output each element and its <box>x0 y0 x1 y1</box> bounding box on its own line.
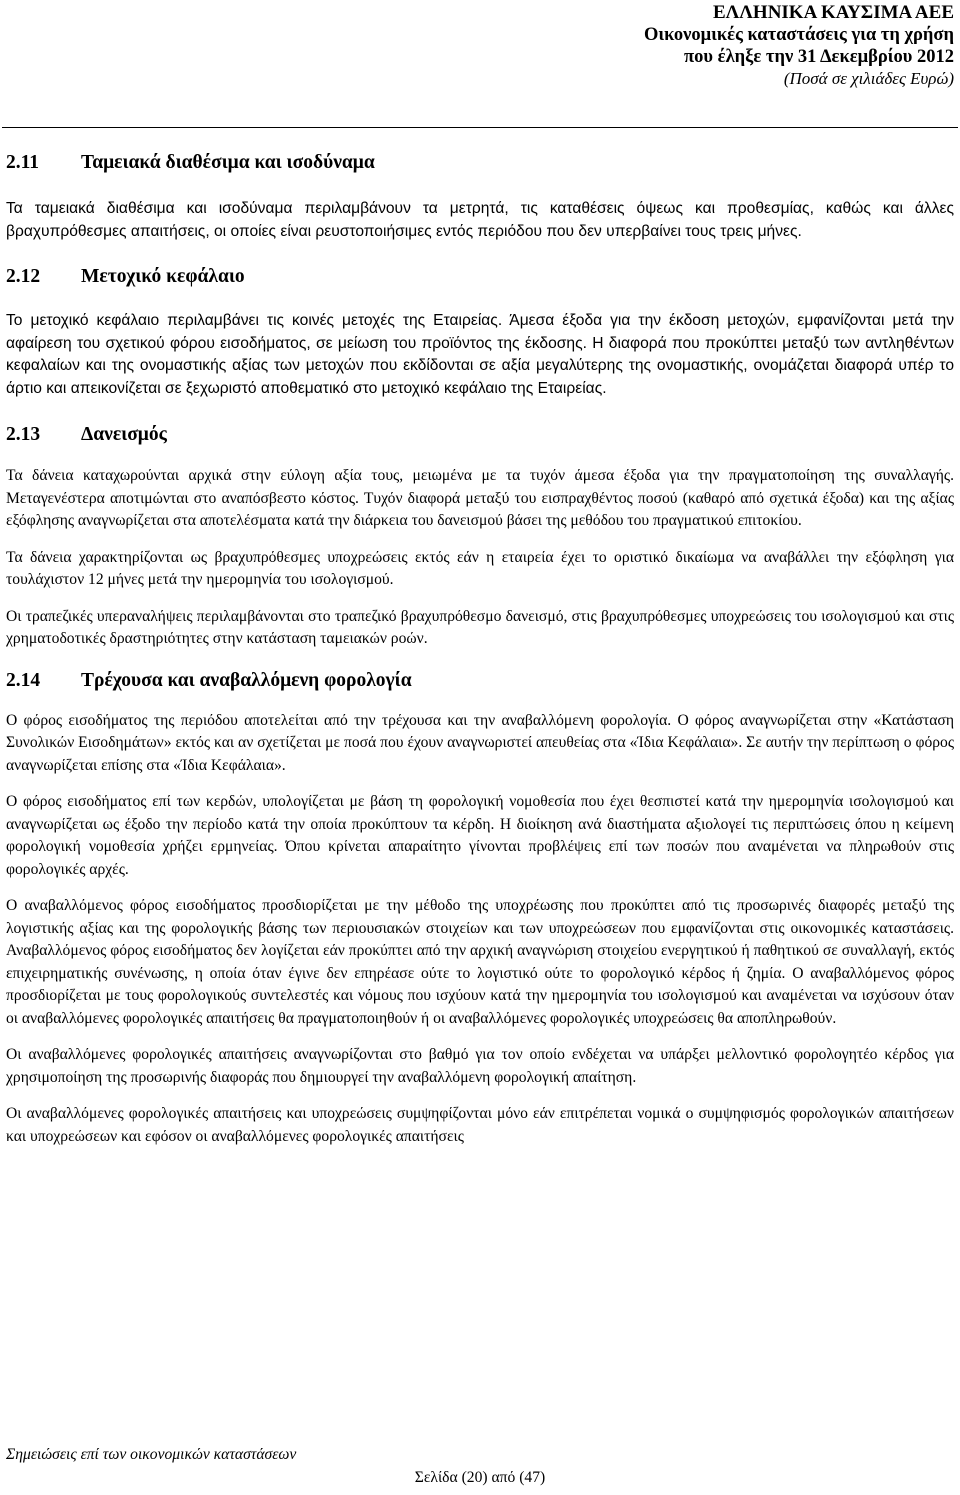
section-heading-2-13 <box>6 422 954 448</box>
document-body <box>6 150 954 1148</box>
paragraph: Το μετοχικό κεφάλαιο περιλαμβάνει τις κοινές μετοχές της Εταιρείας. Άμεσα έξοδα για την έκδοση μετοχών, εμφανίζονται μετά την αφαίρεση του σχετικού φόρου εισοδήματος, σε μείωση του προϊόντος της έκδοσης. Η διαφορά που προκύπτει μεταξύ των αντληθέντων κεφαλαίων και της ονομαστικής αξίας των μετοχών που εκδίδονται σε αξία μεγαλύτερης της ονομαστικής, ονομάζεται διαφορά υπέρ το άρτιο και απεικονίζεται σε ξεχωριστό αποθεματικό στο μετοχικό κεφάλαιο της Εταιρείας. <box>6 312 954 397</box>
section-number: 2.14 <box>6 669 41 691</box>
section-heading-2-14 <box>6 668 954 694</box>
paragraph: Οι αναβαλλόμενες φορολογικές απαιτήσεις και υποχρεώσεις συμψηφίζονται μόνο εάν επιτρέπεται νομικά ο συμψηφισμός φορολογικών απαιτήσεων και υποχρεώσεων και εφόσον οι αναβαλλόμενες φορολογικές απαιτήσεις <box>6 1105 954 1145</box>
page-header <box>644 2 954 90</box>
page-number: Σελίδα (20) από (47) <box>414 1469 546 1486</box>
header-divider <box>2 127 958 128</box>
paragraph: Ο φόρος εισοδήματος της περιόδου αποτελείται από την τρέχουσα και την αναβαλλόμενη φορολογία. Ο φόρος αναγνωρίζεται στην «Κατάσταση Συνολικών Εισοδημάτων» εκτός και αν σχετίζεται με ποσά που έχουν αναγνωριστεί απευθείας στα «Ίδια Κεφάλαια». Σε αυτήν την περίπτωση ο φόρος αναγνωρίζεται επίσης στα «Ίδια Κεφάλαια». <box>6 711 954 774</box>
company-name: ΕΛΛΗΝΙΚΑ ΚΑΥΣΙΜΑ ΑΕΕ <box>713 2 954 23</box>
paragraph: Ο φόρος εισοδήματος επί των κερδών, υπολογίζεται με βάση τη φορολογική νομοθεσία που έχει θεσπιστεί κατά την ημερομηνία ισολογισμού και αναγνωρίζεται ως έξοδο την περίοδο κατά την οποία προκύπτουν τα κέρδη. Η διοίκηση ανά διαστήματα αξιολογεί τις περιπτώσεις όπου η κείμενη φορολογική νομοθεσία χρήζει ερμηνείας. Όπου κρίνεται απαραίτητο γίνονται προβλέψεις επί των ποσών που αναμένεται να πληρωθούν στις φορολογικές αρχές. <box>6 793 954 878</box>
paragraph: Οι τραπεζικές υπεραναλήψεις περιλαμβάνονται στο τραπεζικό βραχυπρόθεσμο δανεισμό, στις βραχυπρόθεσμες υποχρεώσεις του ισολογισμού και στις χρηματοδοτικές δραστηριότητες στην κατάσταση ταμειακών ροών. <box>6 607 954 647</box>
paragraph: Ο αναβαλλόμενος φόρος εισοδήματος προσδιορίζεται με την μέθοδο της υποχρέωσης που προκύπτει από τις προσωρινές διαφορές μεταξύ της λογιστικής αξίας και της φορολογικής βάσης των περιουσιακών στοιχείων και των υποχρεώσεων που εμφανίζονται στις οικονομικές καταστάσεις. Αναβαλλόμενος φόρος εισοδήματος δεν λογίζεται εάν προκύπτει από την αρχική αναγνώριση στοιχείου ενεργητικού ή παθητικού σε συναλλαγή, εκτός επιχειρηματικής συνένωσης, η οποία όταν έγινε δεν επηρέασε ούτε το λογιστικό ούτε το φορολογικό κέρδος ή ζημία. Ο αναβαλλόμενος φόρος προσδιορίζεται με τους φορολογικούς συντελεστές και νόμους που ισχύουν κατά την ημερομηνία του ισολογισμού και αναμένεται να ισχύσουν όταν οι αναβαλλόμενες φορολογικές απαιτήσεις θα πραγματοποιηθούν ή οι αναβαλλόμενες φορολογικές υποχρεώσεις θα αποπληρωθούν. <box>6 897 954 1027</box>
paragraph: Τα δάνεια καταχωρούνται αρχικά στην εύλογη αξία τους, μειωμένα με τα τυχόν άμεσα έξοδα για την πραγματοποίηση της συναλλαγής. Μεταγενέστερα αποτιμώνται στο αναπόσβεστο κόστος. Τυχόν διαφορά μεταξύ του εισπραχθέντος ποσού (καθαρό από σχετικά έξοδα) και της αξίας εξόφλησης αναγνωρίζεται στα αποτελέσματα κατά την διάρκεια του δανεισμού βάσει της μεθόδου του πραγματικού επιτοκίου. <box>6 467 954 529</box>
section-title: Ταμειακά διαθέσιμα και ισοδύναμα <box>81 152 375 173</box>
section-heading-2-11 <box>6 150 954 176</box>
footer-note: Σημειώσεις επί των οικονομικών καταστάσεων <box>6 1446 297 1463</box>
paragraph: Τα δάνεια χαρακτηρίζονται ως βραχυπρόθεσμες υποχρεώσεις εκτός εάν η εταιρεία έχει το οριστικό δικαίωμα να αναβάλλει την εξόφληση για τουλάχιστον 12 μήνες μετά την ημερομηνία του ισολογισμού. <box>6 548 954 588</box>
section-number: 2.13 <box>6 424 41 445</box>
statement-title: Οικονομικές καταστάσεις για τη χρήση <box>644 25 954 45</box>
section-number: 2.11 <box>6 152 40 173</box>
section-title: Τρέχουσα και αναβαλλόμενη φορολογία <box>81 669 412 691</box>
currency-note: (Ποσά σε χιλιάδες Ευρώ) <box>783 69 954 88</box>
period-title: που έληξε την 31 Δεκεμβρίου 2012 <box>684 47 954 67</box>
section-title: Δανεισμός <box>81 424 167 445</box>
paragraph: Τα ταμειακά διαθέσιμα και ισοδύναμα περιλαμβάνουν τα μετρητά, τις καταθέσεις όψεως και προθεσμίας, καθώς και άλλες βραχυπρόθεσμες απαιτήσεις, οι οποίες είναι ρευστοποιήσιμες εντός περιόδου που δεν υπερβαίνει τους τρεις μήνες. <box>6 200 954 240</box>
section-title: Μετοχικό κεφάλαιο <box>81 266 245 287</box>
section-heading-2-12 <box>6 264 954 290</box>
paragraph: Οι αναβαλλόμενες φορολογικές απαιτήσεις αναγνωρίζονται στο βαθμό για τον οποίο ενδέχεται να υπάρξει μελλοντικό φορολογητέο κέρδος για χρησιμοποίηση της προσωρινής διαφοράς που δημιουργεί την αναβαλλόμενη φορολογική απαίτηση. <box>6 1046 954 1086</box>
section-number: 2.12 <box>6 266 41 287</box>
